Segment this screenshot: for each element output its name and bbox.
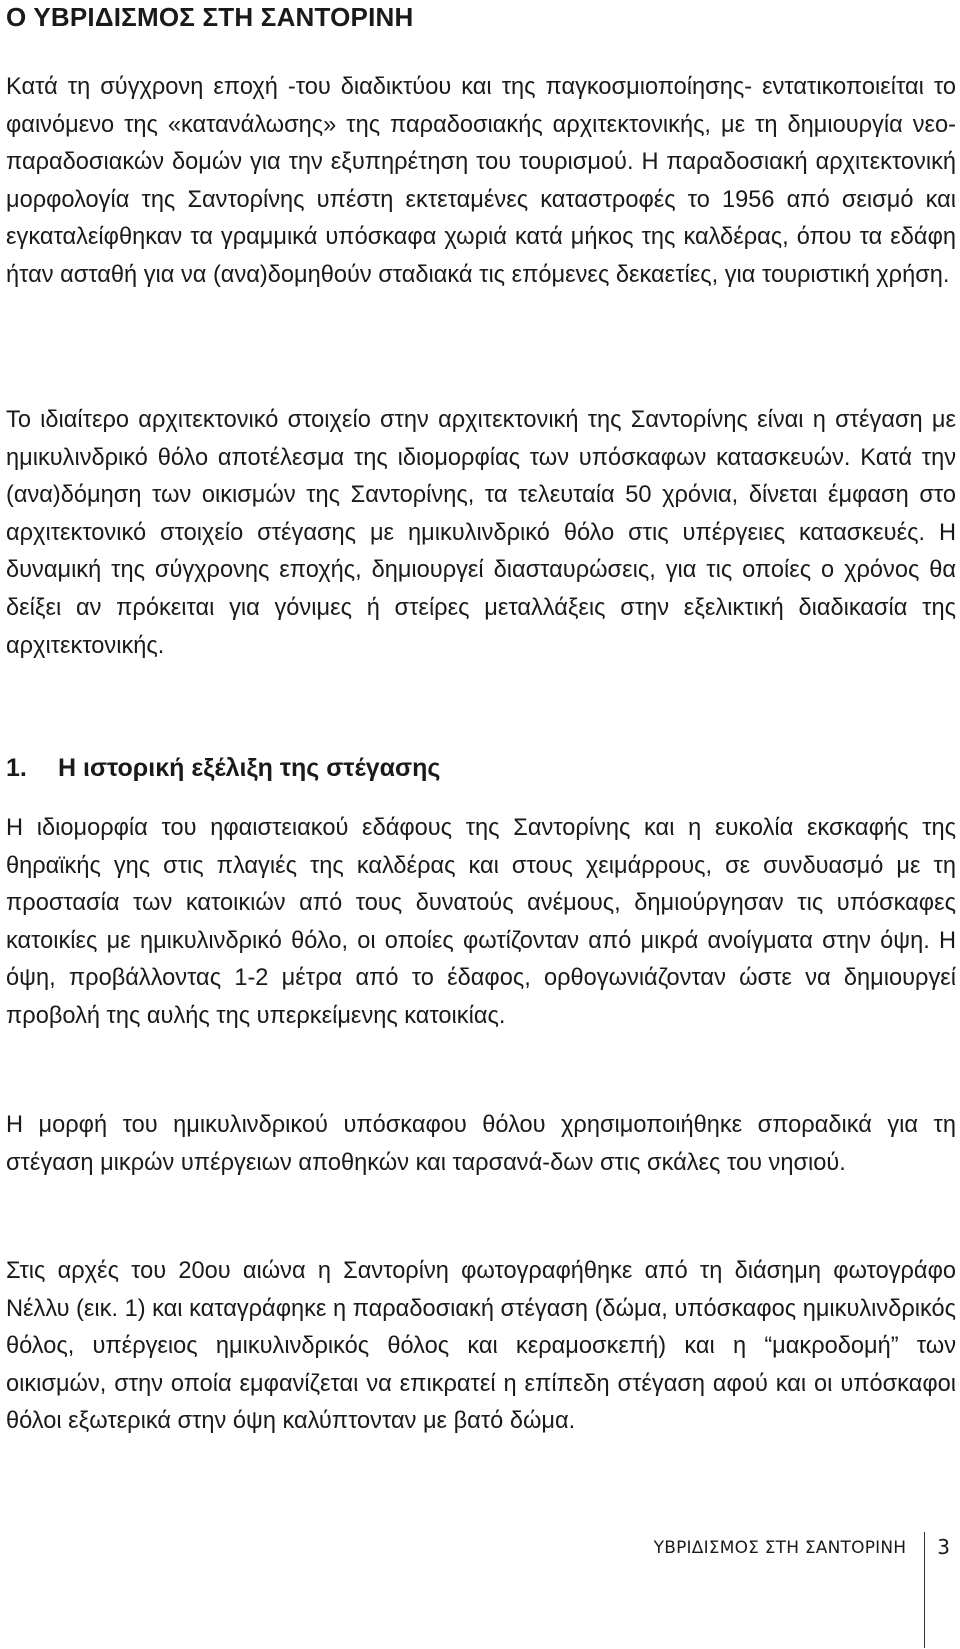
intro-paragraph-1: Κατά τη σύγχρονη εποχή -του διαδικτύου και της παγκοσμιοποίησης- εντατικοποιείται το φαινόμενο της «κατανάλωσης» της παραδοσιακής αρχιτεκτονικής, με τη δημιουργία νεο-παραδοσιακών δομών για την εξυπηρέτηση του τουρισμού. Η παραδοσιακή αρχιτεκτονική μορφολογία της Σαντορίνης υπέστη εκτεταμένες καταστροφές το 1956 από σεισμό και εγκαταλείφθηκαν τα γραμμικά υπόσκαφα χωριά κατά μήκος της καλδέρας, όπου τα εδάφη ήταν ασταθή για να (ανα)δομηθούν σταδιακά τις επόμενες δεκαετίες, για τουριστική χρήση. — [6, 74, 956, 288]
section-paragraph-3: Στις αρχές του 20ου αιώνα η Σαντορίνη φωτογραφήθηκε από τη διάσημη φωτογράφο Νέλλυ (εικ. 1) και καταγράφηκε η παραδοσιακή στέγαση (δώμα, υπόσκαφος ημικυλινδρικός θόλος, υπέργειος ημικυλινδρικός θόλος και κεραμοσκεπή) και η “μακροδομή” των οικισμών, στην οποία εμφανίζεται να επικρατεί η επίπεδη στέγαση αφού και οι υπόσκαφοι θόλοι εξωτερικά στην όψη καλύπτονταν με βατό δώμα. — [6, 1258, 956, 1435]
intro-paragraph-2: Το ιδιαίτερο αρχιτεκτονικό στοιχείο στην αρχιτεκτονική της Σαντορίνης είναι η στέγαση με ημικυλινδρικό θόλο αποτέλεσμα της ιδιομορφίας των υπόσκαφων κατασκευών. Κατά την (ανα)δόμηση των οικισμών της Σαντορίνης, τα τελευταία 50 χρόνια, δίνεται έμφαση στο αρχιτεκτονικό στοιχείο στέγασης με ημικυλινδρικό θόλο στις υπέργειες κατασκευές. Η δυναμική της σύγχρονης εποχής, δημιουργεί διασταυρώσεις, για τις οποίες ο χρόνος θα δείξει αν πρόκειται για γόνιμες ή στείρες μεταλλάξεις στην εξελικτική διαδικασία της αρχιτεκτονικής. — [6, 407, 956, 659]
footer-divider — [924, 1532, 925, 1648]
page-footer — [654, 1532, 950, 1648]
section-heading — [6, 752, 440, 784]
running-title: ΥΒΡΙΔΙΣΜΟΣ ΣΤΗ ΣΑΝΤΟΡΙΝΗ — [653, 1538, 907, 1558]
section-paragraph-1: Η ιδιομορφία του ηφαιστειακού εδάφους της Σαντορίνης και η ευκολία εκσκαφής της θηραϊκής γης στις πλαγιές της καλδέρας και στους χειμάρρους, σε συνδυασμό με τη προστασία των κατοικιών από τους δυνατούς ανέμους, δημιούργησαν τις υπόσκαφες κατοικίες με ημικυλινδρικό θόλο, οι οποίες φωτίζονταν από μικρά ανοίγματα στην όψη. Η όψη, προβάλλοντας 1-2 μέτρα από το έδαφος, ορθογωνιάζονταν ώστε να δημιουργεί προβολή της αυλής της υπερκείμενης κατοικίας. — [6, 815, 956, 1029]
document-title: Ο ΥΒΡΙΔΙΣΜΟΣ ΣΤΗ ΣΑΝΤΟΡΙΝΗ — [6, 2, 414, 32]
section-heading-text: Η ιστορική εξέλιξη της στέγασης — [58, 754, 441, 782]
section-paragraph-2: Η μορφή του ημικυλινδρικού υπόσκαφου θόλου χρησιμοποιήθηκε σποραδικά για τη στέγαση μικρών υπέργειων αποθηκών και ταρσανά-δων στις σκάλες του νησιού. — [6, 1112, 956, 1176]
page-number: 3 — [937, 1535, 950, 1559]
section-number: 1. — [6, 754, 27, 782]
